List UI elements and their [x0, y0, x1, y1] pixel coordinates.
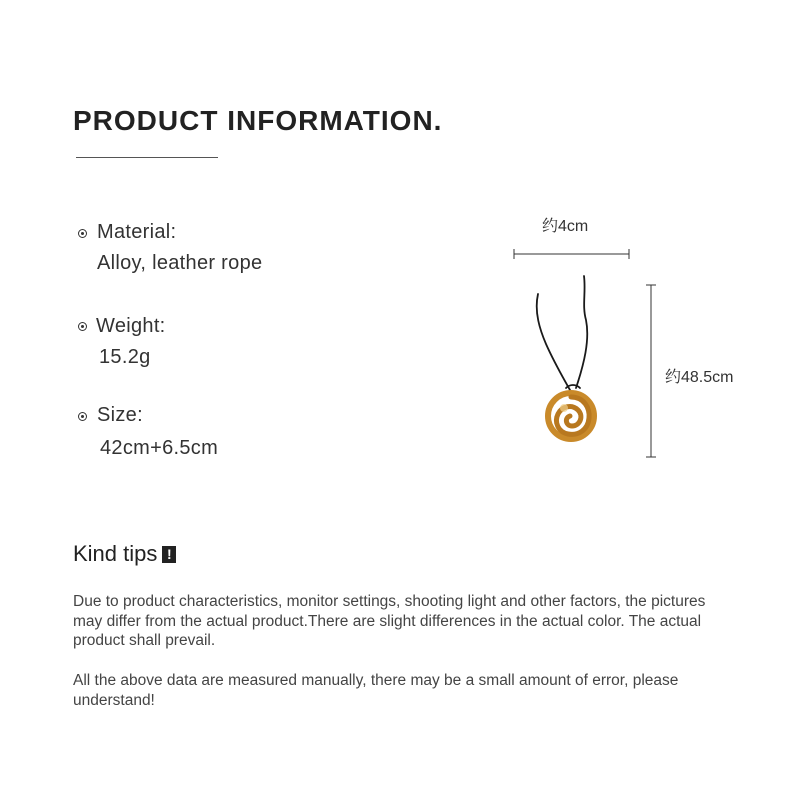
exclamation-icon: !: [162, 546, 176, 563]
material-value: Alloy, leather rope: [97, 252, 263, 274]
width-dimension-label: 约4cm: [542, 218, 589, 235]
weight-label: Weight:: [96, 315, 166, 337]
size-label: Size:: [97, 404, 143, 426]
spiral-pendant-icon: [548, 393, 594, 439]
necklace-illustration: [500, 240, 670, 470]
bullet-icon: [78, 229, 87, 238]
material-label: Material:: [97, 221, 177, 243]
measurement-note-paragraph: All the above data are measured manually, there may be a small amount of error, please understand!: [73, 672, 679, 709]
disclaimer-paragraph: Due to product characteristics, monitor settings, shooting light and other factors, the pictures may differ from the actual product.There are slight differences in the actual color. The actual product shall prevail.: [73, 593, 706, 649]
title-divider: [76, 157, 218, 158]
weight-value: 15.2g: [99, 346, 151, 368]
width-dimension-line: [514, 249, 629, 259]
kind-tips-label: Kind tips: [73, 541, 158, 566]
bullet-icon: [78, 322, 87, 331]
height-dimension-label: 约48.5cm: [665, 369, 734, 386]
size-value: 42cm+6.5cm: [100, 437, 219, 459]
bullet-icon: [78, 412, 87, 421]
height-dimension-line: [646, 285, 656, 457]
leather-cord: [537, 276, 588, 390]
page-title: PRODUCT INFORMATION.: [73, 105, 443, 136]
kind-tips-heading: [73, 541, 176, 567]
